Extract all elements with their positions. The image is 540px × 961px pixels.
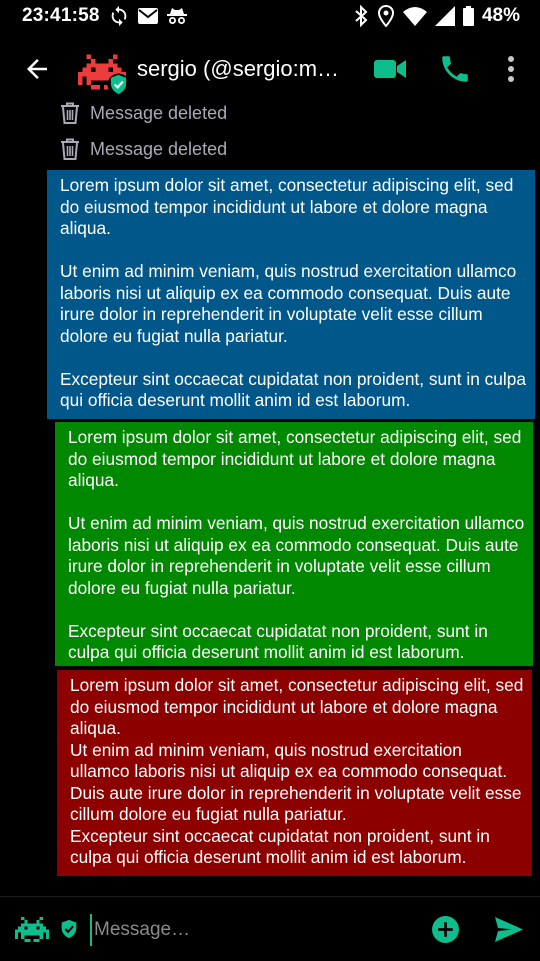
status-time: 23:41:58 <box>22 5 100 26</box>
incognito-icon <box>166 6 188 26</box>
room-header <box>0 32 540 104</box>
message-paragraph: Excepteur sint occaecat cupidatat non proident, sunt in culpa qui officia deserunt mollit anim id est laborum. <box>70 825 490 867</box>
message-paragraph: Ut enim ad minim veniam, quis nostrud exercitation ullamco laboris nisi ut aliquip ex ea commodo consequat. Duis aute irure dolor in reprehenderit in voluptate velit esse cillum dolore eu fugiat nulla pariatur. <box>70 739 522 824</box>
message-paragraph: Ut enim ad minim veniam, quis nostrud exercitation ullamco laboris nisi ut aliquip ex ea commodo consequat. Duis aute irure dolor in reprehenderit in voluptate velit esse cillum dolore eu fugiat nulla pariatur. <box>68 513 525 598</box>
message-paragraph: Lorem ipsum dolor sit amet, consectetur adipiscing elit, sed do eiusmod tempor incididunt ut labore et dolore magna aliqua. <box>68 427 522 490</box>
more-options-icon[interactable] <box>494 52 528 86</box>
message-paragraph: Excepteur sint occaecat cupidatat non proident, sunt in culpa qui officia deserunt mollit anim id est laborum. <box>68 620 488 662</box>
message-paragraph: Lorem ipsum dolor sit amet, consectetur adipiscing elit, sed do eiusmod tempor incididunt ut labore et dolore magna aliqua. <box>60 175 514 238</box>
message-paragraph: Ut enim ad minim veniam, quis nostrud exercitation ullamco laboris nisi ut aliquip ex ea commodo consequat. Duis aute irure dolor in reprehenderit in voluptate velit esse cillum dolore eu fugiat nulla pariatur. <box>60 261 517 346</box>
message-paragraph: Lorem ipsum dolor sit amet, consectetur adipiscing elit, sed do eiusmod tempor incididunt ut labore et dolore magna aliqua. <box>70 675 524 738</box>
location-icon <box>377 5 395 27</box>
trash-icon <box>60 138 80 160</box>
video-call-icon[interactable] <box>373 52 407 86</box>
trash-icon <box>60 102 80 124</box>
deleted-message <box>60 99 227 127</box>
deleted-message-label: Message deleted <box>90 102 228 123</box>
message-paragraph: Excepteur sint occaecat cupidatat non proident, sunt in culpa qui officia deserunt mollit anim id est laborum. <box>60 368 526 410</box>
signal-icon <box>435 6 455 26</box>
sync-icon <box>108 5 130 27</box>
voice-call-icon[interactable] <box>438 52 472 86</box>
status-bar <box>0 0 540 32</box>
mail-icon <box>138 8 158 24</box>
message-input[interactable] <box>90 914 416 946</box>
battery-icon <box>463 6 474 26</box>
message-bubble-green[interactable] <box>55 422 533 666</box>
send-icon[interactable] <box>494 916 524 943</box>
message-composer <box>0 896 540 961</box>
space-invader-avatar[interactable] <box>15 917 49 942</box>
back-arrow-icon[interactable] <box>22 54 52 84</box>
battery-level: 48% <box>481 5 520 26</box>
deleted-message <box>60 135 227 163</box>
message-bubble-red[interactable] <box>57 670 532 876</box>
message-bubble-blue[interactable] <box>47 170 535 419</box>
room-title[interactable]: sergio (@sergio:m… <box>137 56 340 81</box>
shield-check-icon <box>58 918 80 940</box>
wifi-icon <box>403 6 427 26</box>
deleted-message-label: Message deleted <box>90 138 228 159</box>
add-attachment-icon[interactable] <box>431 915 460 944</box>
shield-check-icon <box>107 73 130 96</box>
bluetooth-icon <box>353 5 369 27</box>
